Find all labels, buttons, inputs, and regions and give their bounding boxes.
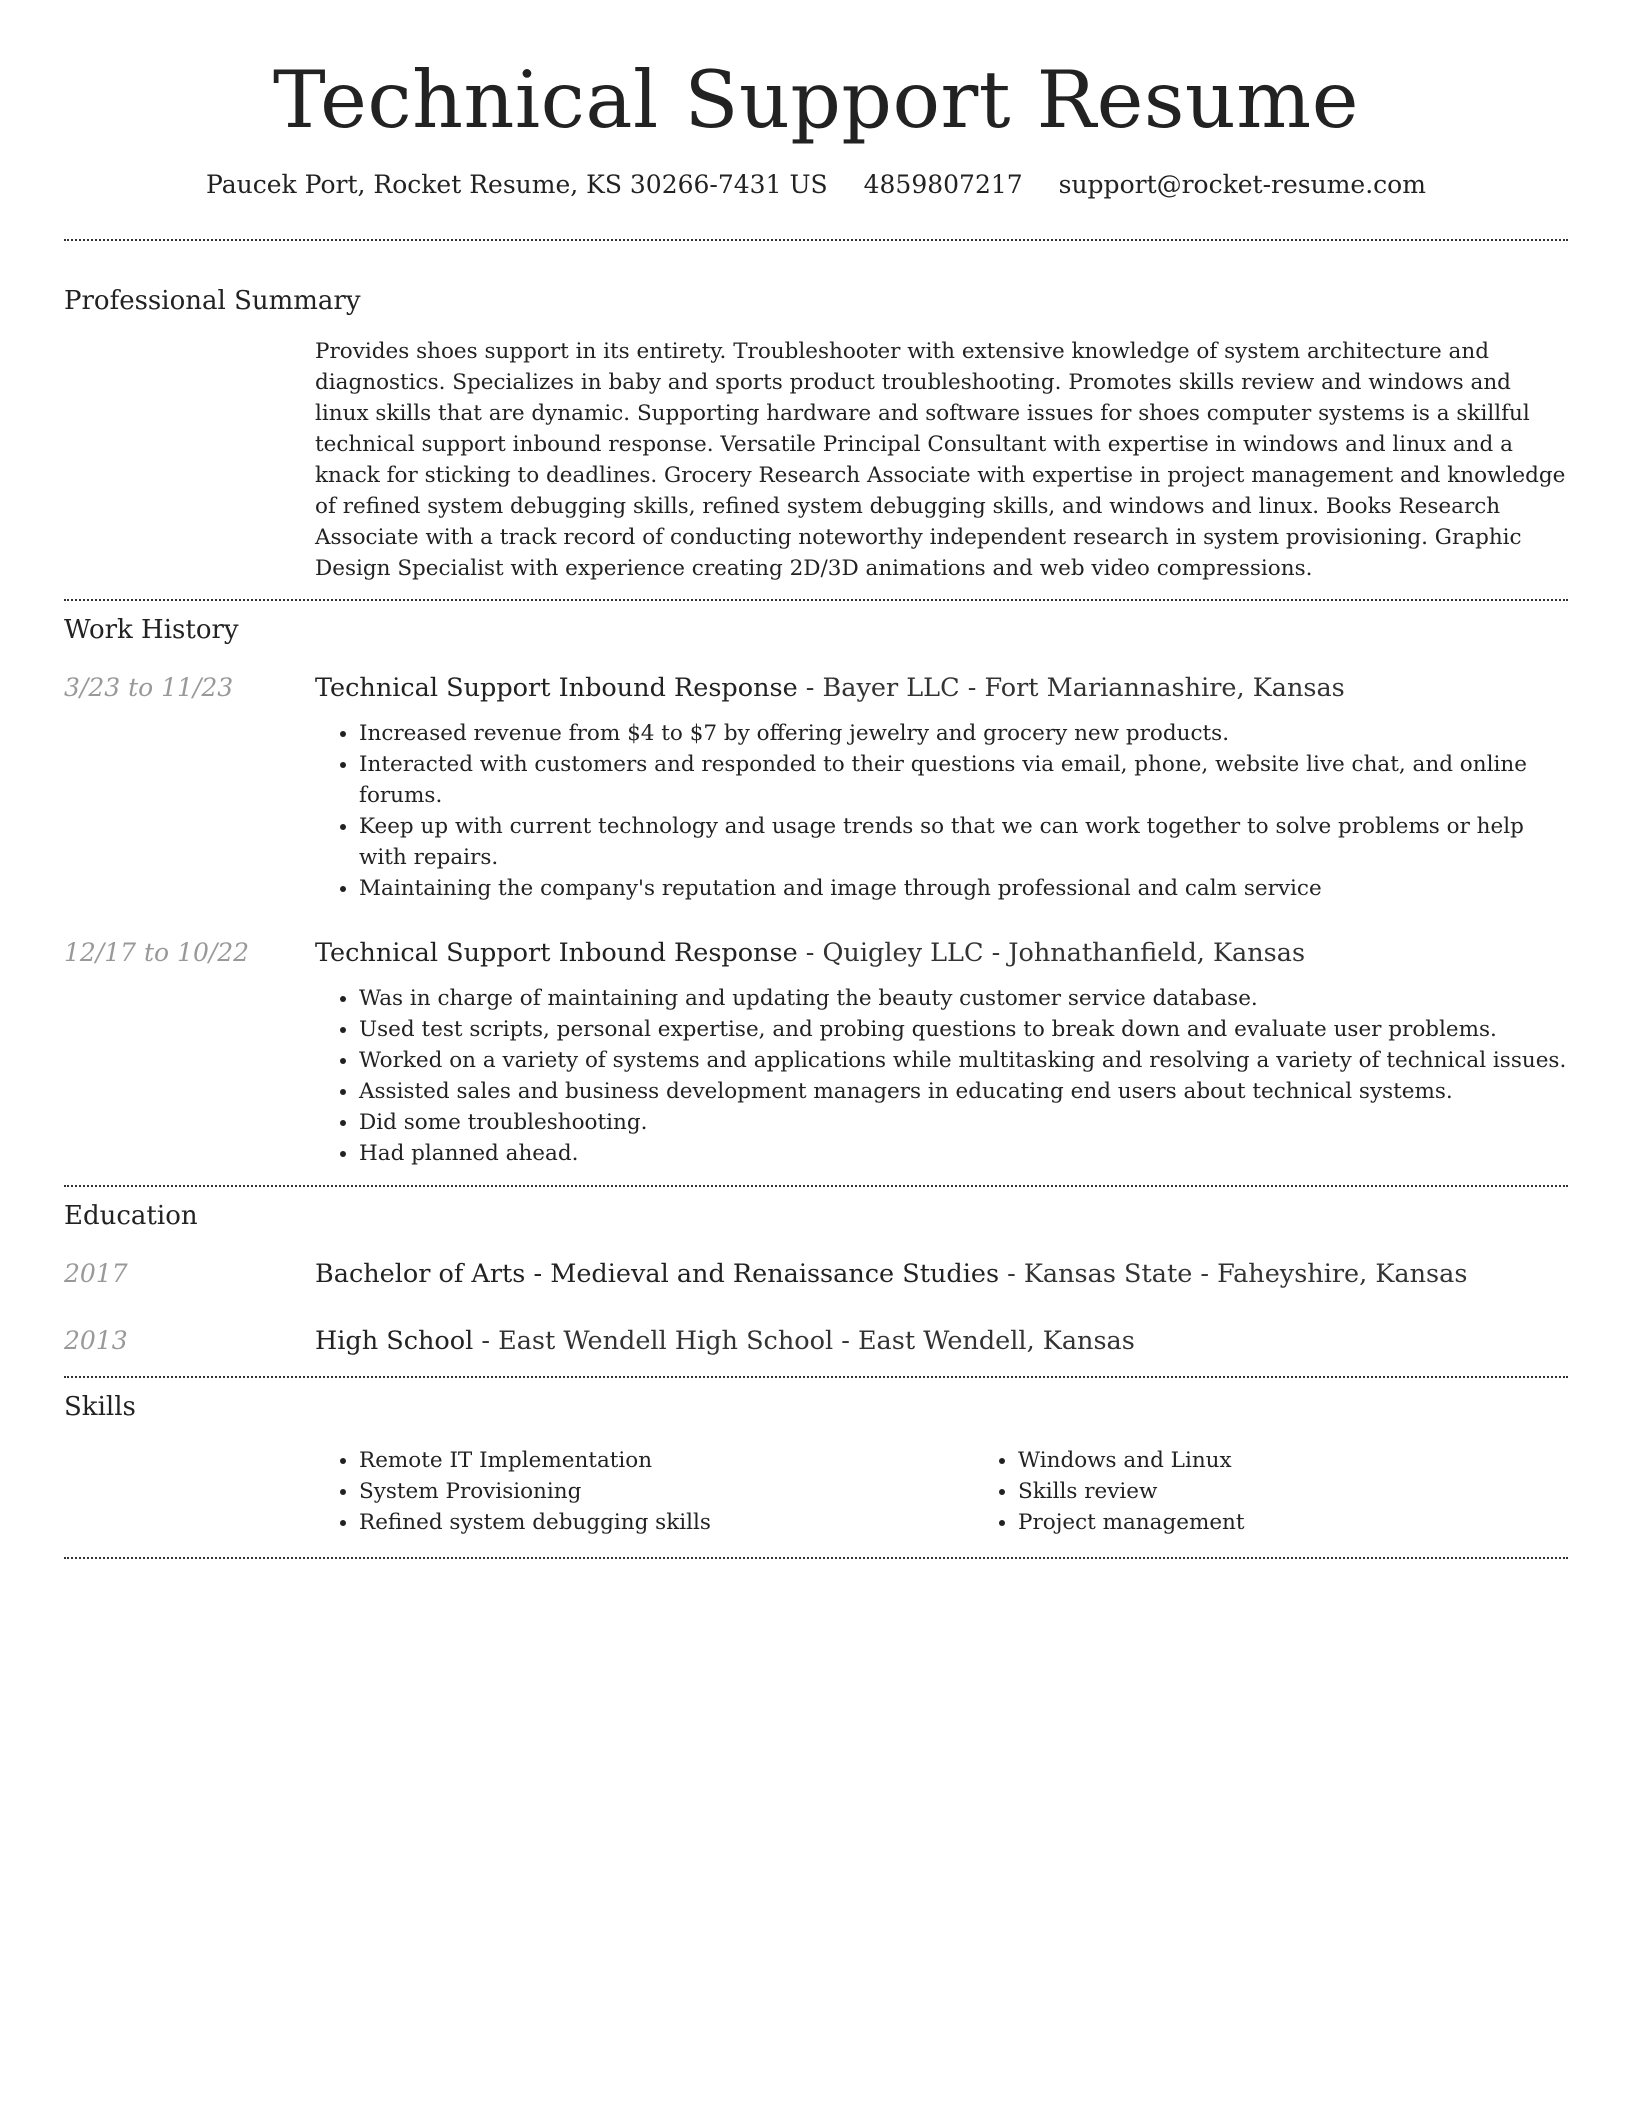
list-item: • Had planned ahead. <box>359 1138 1568 1169</box>
job-entry <box>64 671 1568 904</box>
education-heading <box>315 1257 1568 1291</box>
job-heading <box>315 671 1568 705</box>
divider <box>64 599 1568 601</box>
job-company: - Quigley LLC - Johnathanfield, Kansas <box>797 938 1306 968</box>
education-degree: High School <box>315 1326 474 1356</box>
section-title-skills: Skills <box>64 1392 136 1422</box>
resume-title: Technical Support Resume <box>273 54 1359 146</box>
skills-list-right <box>974 1445 1632 1538</box>
skills-list-left <box>315 1445 974 1538</box>
contact-email: support@rocket-resume.com <box>1058 170 1426 199</box>
skills-row <box>64 1445 1568 1538</box>
education-school: - East Wendell High School - East Wendell, Kansas <box>473 1326 1135 1356</box>
resume-page <box>64 0 1568 1559</box>
section-title-work: Work History <box>64 615 239 645</box>
list-item: • Increased revenue from $4 to $7 by offering jewelry and grocery new products. <box>359 718 1568 749</box>
divider <box>64 1185 1568 1187</box>
education-year: 2013 <box>64 1326 128 1355</box>
education-entry <box>64 1324 1568 1358</box>
job-company: - Bayer LLC - Fort Mariannashire, Kansas <box>797 673 1345 703</box>
list-item: • Was in charge of maintaining and updating the beauty customer service database. <box>359 983 1568 1014</box>
list-item: • Maintaining the company's reputation and image through professional and calm service <box>359 873 1568 904</box>
skill-item: • Remote IT Implementation <box>359 1445 974 1476</box>
skill-item: • Refined system debugging skills <box>359 1507 974 1538</box>
skill-item: • Windows and Linux <box>1018 1445 1632 1476</box>
job-bullets <box>315 983 1568 1169</box>
list-item: • Interacted with customers and responded to their questions via email, phone, website live chat, and online forums. <box>359 749 1568 811</box>
skill-item: • System Provisioning <box>359 1476 974 1507</box>
list-item: • Used test scripts, personal expertise, and probing questions to break down and evaluate user problems. <box>359 1014 1568 1045</box>
education-entry <box>64 1257 1568 1291</box>
summary-row <box>64 336 1568 584</box>
section-title-education: Education <box>64 1201 198 1231</box>
list-item: • Did some troubleshooting. <box>359 1107 1568 1138</box>
skill-item: • Skills review <box>1018 1476 1632 1507</box>
skill-item: • Project management <box>1018 1507 1632 1538</box>
summary-text: Provides shoes support in its entirety. Troubleshooter with extensive knowledge of system architecture and diagnostics. Specializes in baby and sports product troubleshooting. Promotes skills review and windows and linux skills that are dynamic. Supporting hardware and software issues for shoes computer systems is a skillful technical support inbound response. Versatile Principal Consultant with expertise in windows and linux and a knack for sticking to deadlines. Grocery Research Associate with expertise in project management and knowledge of refined system debugging skills, refined system debugging skills, and windows and linux. Books Research Associate with a track record of conducting noteworthy independent research in system provisioning. Graphic Design Specialist with experience creating 2D/3D animations and web video compressions. <box>315 339 1566 581</box>
education-heading <box>315 1324 1568 1358</box>
job-dates: 12/17 to 10/22 <box>64 938 250 967</box>
job-entry <box>64 936 1568 1169</box>
education-school: - Kansas State - Faheyshire, Kansas <box>999 1259 1468 1289</box>
divider <box>64 239 1568 241</box>
job-heading <box>315 936 1568 970</box>
education-year: 2017 <box>64 1259 128 1288</box>
divider <box>64 1376 1568 1378</box>
divider <box>64 1557 1568 1559</box>
contact-line <box>64 168 1568 202</box>
list-item: • Keep up with current technology and usage trends so that we can work together to solve problems or help with repairs. <box>359 811 1568 873</box>
job-role: Technical Support Inbound Response <box>315 938 798 968</box>
list-item: • Worked on a variety of systems and applications while multitasking and resolving a variety of technical issues. <box>359 1045 1568 1076</box>
section-title-summary: Professional Summary <box>64 286 361 316</box>
job-dates: 3/23 to 11/23 <box>64 673 234 702</box>
job-bullets <box>315 718 1568 904</box>
education-degree: Bachelor of Arts - Medieval and Renaissance Studies <box>315 1259 1000 1289</box>
list-item: • Assisted sales and business development managers in educating end users about technical systems. <box>359 1076 1568 1107</box>
job-role: Technical Support Inbound Response <box>315 673 798 703</box>
contact-address: Paucek Port, Rocket Resume, KS 30266-7431 US <box>206 170 828 199</box>
skills-grid <box>315 1445 1632 1538</box>
contact-phone: 4859807217 <box>863 170 1023 199</box>
